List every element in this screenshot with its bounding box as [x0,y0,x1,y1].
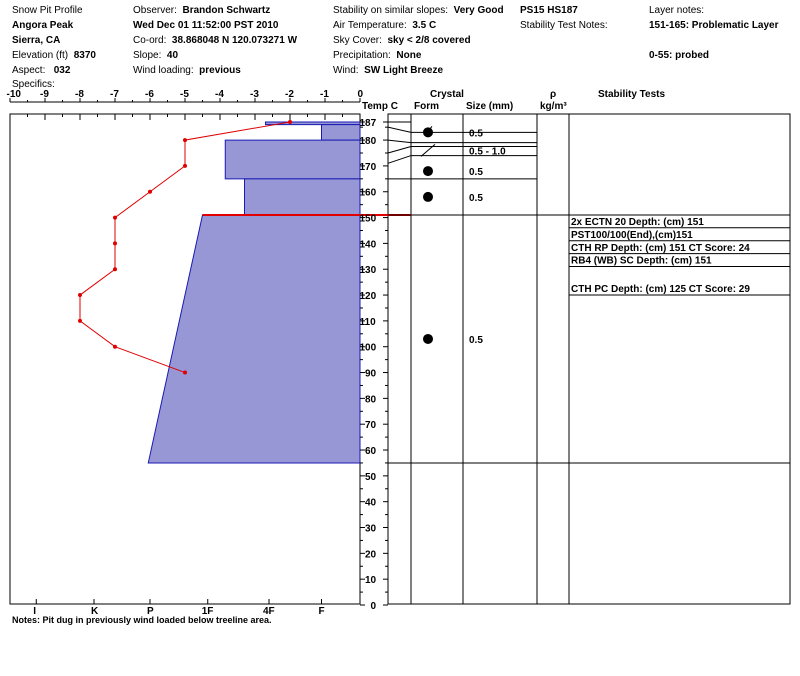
temperature-point [183,138,187,142]
crystal-size: 0.5 [469,334,483,346]
col-size-header: Size (mm) [466,101,514,112]
stability-value: Very Good [453,5,504,16]
coord-value: 38.868048 N 120.073271 W [171,35,298,46]
chart-frame [10,114,790,604]
height-tick-label: 60 [365,446,377,458]
temp-tick-label: -8 [75,89,84,100]
air-temp-value: 3.5 C [412,20,437,31]
hardness-layer [245,179,361,215]
temperature-point [113,216,117,220]
specifics-label: Specifics: [12,79,55,90]
hardness-label: P [147,606,154,617]
height-tick-label: 0 [370,601,377,612]
observer-value: Brandon Schwartz [182,5,271,16]
wind-value: SW Light Breeze [364,65,444,76]
pit-title: Snow Pit Profile [12,5,83,16]
crystal-form-dot [423,192,433,202]
stability-test-text: 2x ECTN 20 Depth: (cm) 151 [571,216,704,228]
layer-table [388,114,790,604]
sky-label: Sky Cover: [333,35,382,46]
height-tick-label: 10 [365,575,377,587]
hardness-label: 4F [263,606,275,617]
hardness-label: F [318,606,325,617]
temperature-point [113,345,117,349]
height-tick-label: 40 [365,497,377,509]
precip-value: None [396,50,422,61]
height-tick-label: 80 [365,394,377,406]
observer-label: Observer: [133,5,177,16]
region: Sierra, CA [12,35,61,46]
height-tick-label: 50 [365,471,377,483]
wind-label: Wind: [333,65,359,76]
crystal-form-dot [423,334,433,344]
crystal-size: 0.5 [469,167,483,179]
sky-value: sky < 2/8 covered [387,35,471,46]
stability-label: Stability on similar slopes: [333,5,449,16]
slope-label: Slope: [133,50,162,61]
elevation-label: Elevation (ft) [12,50,69,61]
crystal-form-dot [423,127,433,137]
height-tick-label: 180 [359,136,377,148]
temperature-point [78,293,82,297]
height-tick-label: 20 [365,549,377,561]
col-form-header: Form [414,101,439,112]
stability-test-text: CTH PC Depth: (cm) 125 CT Score: 29 [571,284,750,296]
height-tick-label: 90 [365,368,377,380]
temp-tick-label: -4 [215,89,224,100]
temperature-point [113,267,117,271]
temp-tick-label: -2 [285,89,294,100]
height-tick-label: 170 [359,161,377,173]
temp-tick-label: -10 [6,89,21,100]
temp-tick-label: -5 [180,89,189,100]
crystal-size: 0.5 [469,128,483,140]
hardness-label: 1F [201,606,214,617]
height-tick-label: 150 [359,213,377,225]
temp-tick-label: -3 [250,89,259,100]
crystal-size: 0.5 [469,192,483,204]
temperature-point [78,319,82,323]
layer-connector [388,147,411,153]
air-temp-label: Air Temperature: [333,20,407,31]
temperature-point [183,164,187,168]
height-tick-label: 110 [359,316,376,328]
height-tick-label: 30 [365,523,377,535]
layer-connector [388,127,411,132]
precip-label: Precipitation: [333,50,391,61]
slope-value: 40 [166,50,179,61]
wind-loading-value: previous [199,65,241,76]
temperature-point [288,120,292,124]
stability-test-text: CTH RP Depth: (cm) 151 CT Score: 24 [571,242,750,254]
aspect-label: Aspect: [12,65,46,76]
pit-id: PS15 HS187 [520,5,578,16]
stability-test-text: PST100/100(End),(cm)151 [571,229,693,241]
aspect-value: 032 [53,65,71,76]
hardness-layer [225,140,360,179]
col-density-unit: kg/m³ [540,101,567,112]
stability-test-text: RB4 (WB) SC Depth: (cm) 151 [571,255,712,267]
temp-tick-label: -9 [40,89,49,100]
layer-notes-label: Layer notes: [649,5,705,16]
stability-notes-label: Stability Test Notes: [520,20,608,31]
crystal-form-dot [423,166,433,176]
layer-columns [359,89,790,463]
col-stability-header: Stability Tests [598,89,666,100]
datetime: Wed Dec 01 11:52:00 PST 2010 [133,20,279,31]
height-tick-label: 187 [359,118,377,129]
location: Angora Peak [12,20,74,31]
temperature-point [148,190,152,194]
height-tick-label: 130 [359,265,377,277]
coord-label: Co-ord: [133,35,167,46]
temp-tick-label: -1 [320,89,329,100]
hardness-label: K [91,606,99,617]
col-density-header: ρ [550,89,557,100]
height-tick-label: 70 [365,420,377,432]
height-tick-label: 120 [359,291,377,303]
hardness-layer [148,215,360,463]
temp-tick-label: 0 [357,89,364,100]
crystal-size: 0.5 - 1.0 [469,146,506,158]
col-temp-header: Temp C [362,101,398,112]
height-tick-label: 160 [359,187,377,199]
pit-notes: Notes: Pit dug in previously wind loaded below treeline area. [12,615,272,625]
elevation-value: 8370 [73,50,96,61]
layer-connector [388,140,411,143]
temp-tick-label: -6 [145,89,154,100]
layer-note-2: 0-55: probed [649,50,710,61]
hardness-label: I [33,606,37,617]
height-tick-label: 140 [359,239,377,251]
col-crystal-header: Crystal [430,89,464,100]
temperature-point [113,241,117,245]
layer-note-1: 151-165: Problematic Layer [649,20,779,31]
hardness-layer [322,125,361,140]
wind-loading-label: Wind loading: [133,65,194,76]
temp-tick-label: -7 [110,89,119,100]
layer-connector [388,156,411,164]
height-tick-label: 100 [359,342,377,354]
temperature-point [183,371,187,375]
